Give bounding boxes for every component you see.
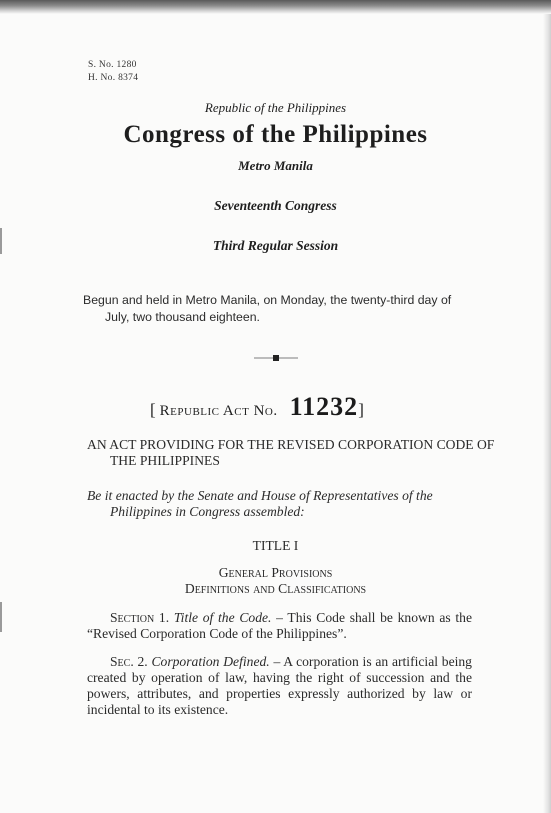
scan-top-edge: [0, 0, 551, 14]
section-1: [87, 610, 472, 642]
congress-heading: Congress of the Philippines: [123, 121, 428, 148]
subheading-definitions: Definitions and Classifications: [184, 581, 367, 596]
title-heading: TITLE I: [252, 538, 299, 553]
house-bill-number: H. No. 8374: [88, 73, 139, 83]
bracket-open: [: [150, 400, 156, 419]
begun-clause: Begun and held in Metro Manila, on Monday, the twenty-third day of July, two thousand eighteen.: [83, 293, 452, 324]
section-2: [87, 654, 472, 718]
session-heading: Third Regular Session: [212, 238, 339, 253]
section-1-text: – This Code shall be known as the “Revised Corporation Code of the Philippines”.: [87, 610, 472, 641]
section-2-text: – A corporation is an artificial being created by operation of law, having the right of succession and the powers, attributes, and properties expressly authorized by law or incidental to its existence.: [87, 654, 472, 717]
congress-number-heading: Seventeenth Congress: [214, 198, 337, 213]
bracket-close: ]: [358, 400, 364, 419]
republic-act-number-line: [150, 392, 450, 422]
republic-act-label: Republic Act No.: [159, 403, 278, 419]
divider-ornament-icon: [254, 353, 298, 363]
subheading-general-provisions: General Provisions: [218, 565, 333, 580]
act-title: AN ACT PROVIDING FOR THE REVISED CORPORATION CODE OF THE PHILIPPINES: [87, 437, 495, 468]
city-heading: Metro Manila: [238, 158, 313, 173]
section-2-heading: Corporation Defined.: [151, 654, 270, 669]
republic-heading: Republic of the Philippines: [204, 100, 347, 115]
enacting-clause: Be it enacted by the Senate and House of Representatives of the Philippines in Congress assembled:: [87, 488, 433, 519]
senate-bill-number: S. No. 1280: [88, 60, 137, 70]
section-1-label: Section 1.: [110, 610, 170, 625]
section-1-heading: Title of the Code.: [173, 610, 272, 625]
section-2-label: Sec. 2.: [110, 654, 148, 669]
republic-act-number: 11232: [289, 392, 359, 421]
scan-mark: [0, 602, 2, 632]
